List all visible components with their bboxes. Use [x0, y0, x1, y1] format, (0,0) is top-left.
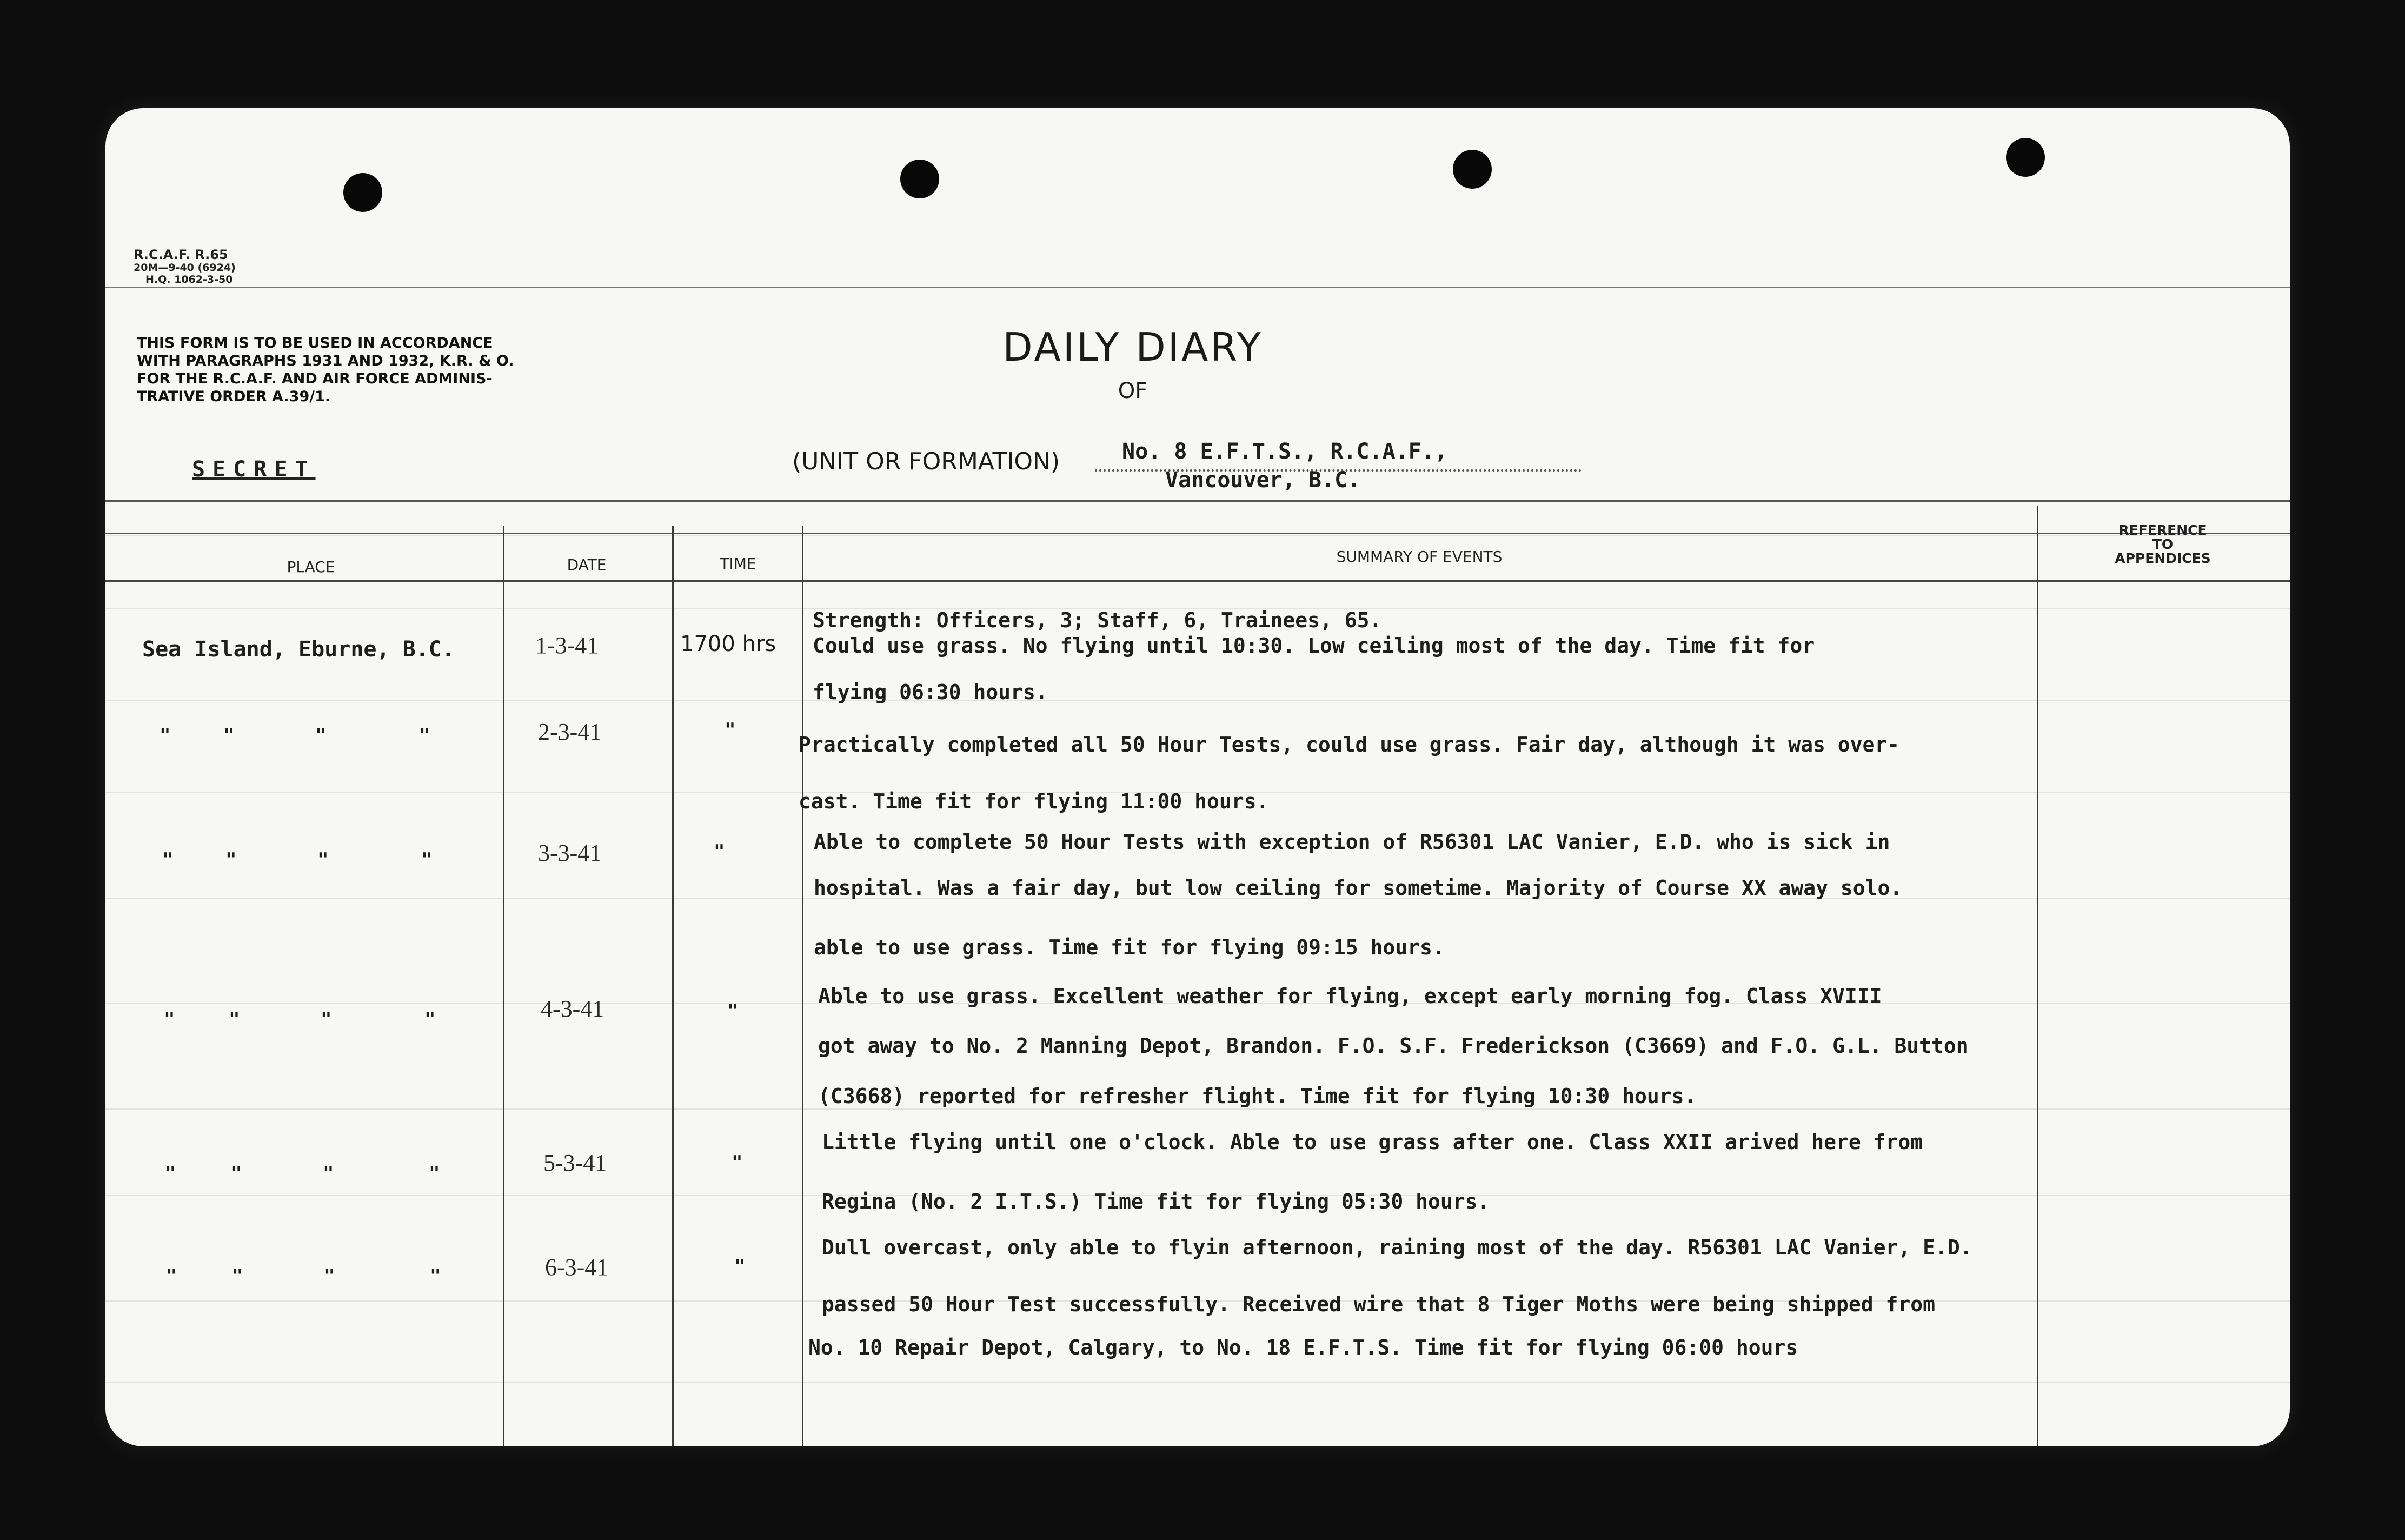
- column-header-place: PLACE: [287, 558, 335, 576]
- ditto-mark: ": [229, 1008, 240, 1030]
- summary-line: Strength: Officers, 3; Staff, 6, Trainees, 65.: [813, 608, 1382, 632]
- summary-line: No. 10 Repair Depot, Calgary, to No. 18 E.F.T.S. Time fit for flying 06:00 hours: [808, 1336, 1798, 1359]
- ditto-mark: ": [231, 1163, 242, 1184]
- entry-date: 3-3-41: [538, 840, 602, 866]
- punch-hole: [1453, 150, 1492, 189]
- ditto-mark: ": [714, 841, 725, 862]
- ditto-mark: ": [160, 725, 171, 746]
- entry-date: 5-3-41: [543, 1150, 607, 1176]
- column-header-reference: [2082, 523, 2244, 566]
- ditto-mark: ": [725, 719, 736, 741]
- ditto-mark: ": [734, 1256, 746, 1277]
- form-code-line: 20M—9-40 (6924): [134, 262, 236, 274]
- page-title: DAILY DIARY: [1002, 324, 1263, 370]
- form-code-line: H.Q. 1062-3-50: [145, 274, 233, 286]
- summary-line: hospital. Was a fair day, but low ceiling for sometime. Majority of Course XX away solo.: [814, 876, 1903, 900]
- ditto-mark: ": [419, 725, 430, 746]
- column-divider: [503, 526, 504, 1446]
- entry-place: Sea Island, Eburne, B.C.: [142, 637, 455, 662]
- ditto-mark: ": [727, 1000, 739, 1022]
- ditto-mark: ": [323, 1163, 334, 1184]
- summary-line: Able to use grass. Excellent weather for flying, except early morning fog. Class XVIII: [818, 984, 1882, 1008]
- column-divider: [802, 526, 803, 1446]
- entry-time: 1700 hrs: [680, 632, 776, 656]
- entry-date: 2-3-41: [538, 719, 602, 745]
- punch-hole: [343, 173, 382, 212]
- summary-line: got away to No. 2 Manning Depot, Brandon. F.O. S.F. Frederickson (C3669) and F.O. G.L. Button: [818, 1034, 1969, 1058]
- ditto-mark: ": [421, 849, 433, 871]
- form-code-line: R.C.A.F. R.65: [134, 247, 228, 262]
- punch-hole: [2006, 138, 2045, 177]
- summary-line: Able to complete 50 Hour Tests with exception of R56301 LAC Vanier, E.D. who is sick in: [814, 830, 1890, 854]
- reference-line: REFERENCE: [2118, 522, 2207, 538]
- summary-line: passed 50 Hour Test successfully. Received wire that 8 Tiger Moths were being shipped from: [822, 1292, 1936, 1316]
- ditto-mark: ": [732, 1152, 743, 1173]
- classification-stamp: SECRET: [192, 457, 316, 482]
- ditto-mark: ": [430, 1265, 441, 1287]
- column-header-time: TIME: [720, 555, 756, 573]
- ditto-mark: ": [321, 1008, 332, 1030]
- unit-name: No. 8 E.F.T.S., R.C.A.F.,: [1122, 439, 1448, 464]
- summary-line: Could use grass. No flying until 10:30. Low ceiling most of the day. Time fit for: [813, 634, 1815, 658]
- summary-line: cast. Time fit for flying 11:00 hours.: [799, 789, 1269, 813]
- unit-location: Vancouver, B.C.: [1165, 468, 1361, 493]
- reference-line: TO: [2152, 536, 2174, 552]
- ditto-mark: ": [164, 1008, 175, 1030]
- ditto-mark: ": [165, 1163, 176, 1184]
- diary-form-card: [105, 108, 2290, 1446]
- summary-line: (C3668) reported for refresher flight. Time fit for flying 10:30 hours.: [818, 1084, 1697, 1108]
- summary-line: Dull overcast, only able to flyin afternoon, raining most of the day. R56301 LAC Vanier, E.D.: [822, 1236, 1972, 1259]
- ditto-mark: ": [317, 849, 329, 871]
- ditto-mark: ": [232, 1265, 243, 1287]
- punch-hole: [900, 160, 939, 198]
- form-instruction: THIS FORM IS TO BE USED IN ACCORDANCE WITH PARAGRAPHS 1931 AND 1932, K.R. & O. FOR THE R.C.A.F. AND AIR FORCE ADMINIS- TRATIVE ORDER A.39/1.: [137, 335, 514, 405]
- entry-date: 1-3-41: [535, 632, 599, 659]
- summary-line: flying 06:30 hours.: [813, 680, 1048, 704]
- title-of: OF: [1118, 379, 1148, 403]
- column-header-date: DATE: [567, 556, 607, 574]
- summary-line: Regina (No. 2 I.T.S.) Time fit for flying 05:30 hours.: [822, 1190, 1490, 1213]
- ditto-mark: ": [162, 849, 174, 871]
- ditto-mark: ": [424, 1008, 436, 1030]
- entry-date: 4-3-41: [541, 995, 604, 1022]
- ditto-mark: ": [324, 1265, 335, 1287]
- reference-line: APPENDICES: [2115, 550, 2211, 566]
- summary-line: able to use grass. Time fit for flying 09:15 hours.: [814, 935, 1445, 959]
- summary-line: Practically completed all 50 Hour Tests, could use grass. Fair day, although it was over-: [799, 733, 1900, 756]
- unit-label: (UNIT OR FORMATION): [792, 448, 1060, 475]
- ditto-mark: ": [315, 725, 327, 746]
- entry-date: 6-3-41: [545, 1254, 609, 1280]
- ditto-mark: ": [225, 849, 237, 871]
- column-header-summary: SUMMARY OF EVENTS: [1336, 548, 1503, 566]
- summary-line: Little flying until one o'clock. Able to use grass after one. Class XXII arived here from: [822, 1130, 1923, 1154]
- ditto-mark: ": [429, 1163, 440, 1184]
- ditto-mark: ": [166, 1265, 177, 1287]
- ditto-mark: ": [223, 725, 235, 746]
- form-code: [134, 248, 236, 286]
- column-divider: [672, 526, 674, 1446]
- column-divider: [2037, 506, 2038, 1446]
